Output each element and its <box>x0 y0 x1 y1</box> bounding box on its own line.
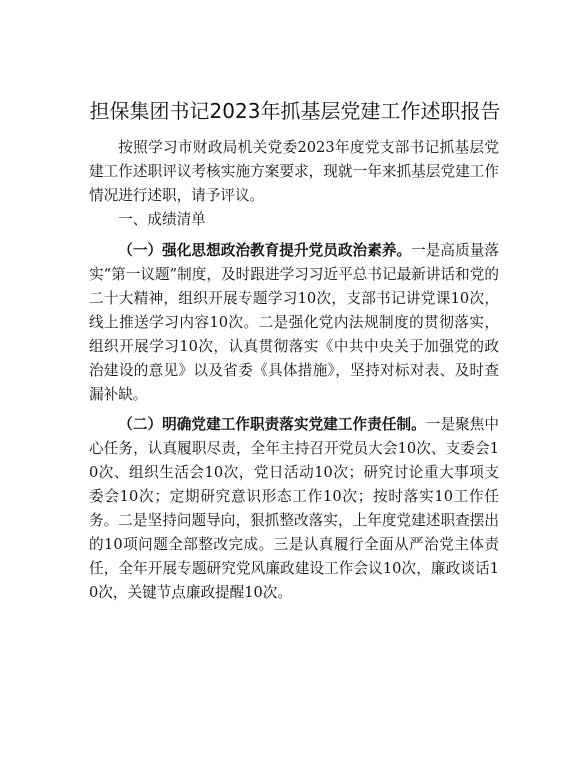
item-1-paragraph <box>89 239 499 407</box>
section-heading: 一、成绩清单 <box>118 211 206 228</box>
intro-paragraph: 按照学习市财政局机关党委2023年度党支部书记抓基层党建工作述职评议考核实施方案要求，现就一年来抓基层党建工作情况进行述职，请予评议。 <box>89 139 499 204</box>
item-2-lead: （二）明确党建工作职责落实党建工作责任制。 <box>118 416 426 433</box>
document-body <box>89 136 499 605</box>
item-1-lead: （一）强化思想政治教育提升党员政治素养。 <box>118 242 412 259</box>
item-2-text: 一是聚焦中心任务，认真履职尽责，全年主持召开党员大会10次、支委会10次、组织生活会10次，党日活动10次；研究讨论重大事项支委会10次；定期研究意识形态工作10次；按时落实10工作任务。二是坚持问题导向，狠抓整改落实，上年度党建述职查摆出的10项问题全部整改完成。三是认真履行全面从严治党主体责任，全年开展专题研究党风廉政建设工作会议10次，廉政谈话10次，关键节点廉政提醒10次。 <box>89 416 499 601</box>
item-2-paragraph <box>89 413 499 605</box>
document-title: 担保集团书记2023年抓基层党建工作述职报告 <box>89 99 501 123</box>
item-1-text: 一是高质量落实“第一议题”制度，及时跟进学习习近平总书记最新讲话和党的二十大精神，组织开展专题学习10次，支部书记讲党课10次，线上推送学习内容10次。二是强化党内法规制度的贯彻落实，组织开展学习10次，认真贯彻落实《中共中央关于加强党的政治建设的意见》以及省委《具体措施》，坚持对标对表、及时查漏补缺。 <box>89 242 499 403</box>
